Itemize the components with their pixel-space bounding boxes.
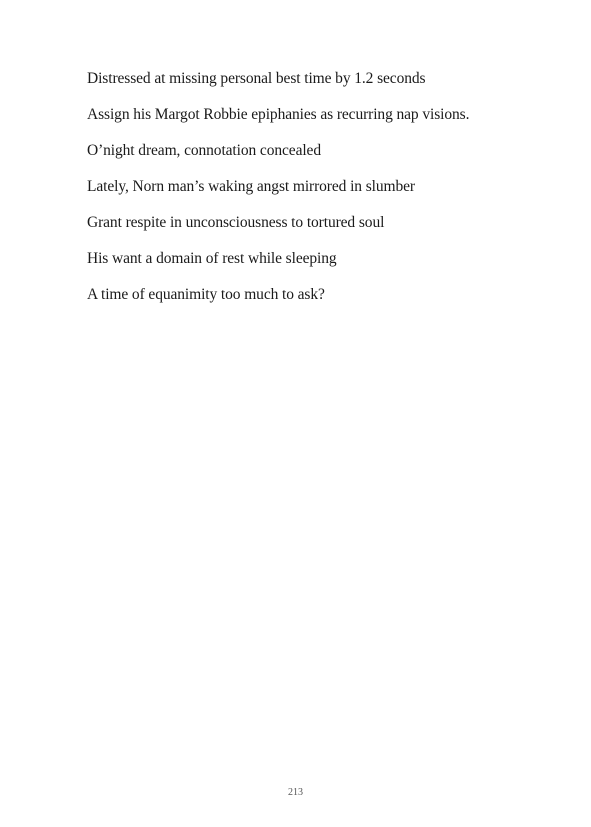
poem-line: Assign his Margot Robbie epiphanies as recurring nap visions. (87, 106, 470, 123)
poem-line: Lately, Norn man’s waking angst mirrored in slumber (87, 178, 415, 195)
poem-line: Distressed at missing personal best time by 1.2 seconds (87, 70, 426, 87)
page-number: 213 (288, 787, 303, 798)
poem-line: O’night dream, connotation concealed (87, 142, 321, 159)
poem-line: A time of equanimity too much to ask? (87, 286, 325, 303)
poem-body (87, 69, 503, 305)
poem-line: His want a domain of rest while sleeping (87, 250, 337, 267)
poem-line: Grant respite in unconsciousness to tortured soul (87, 214, 385, 231)
